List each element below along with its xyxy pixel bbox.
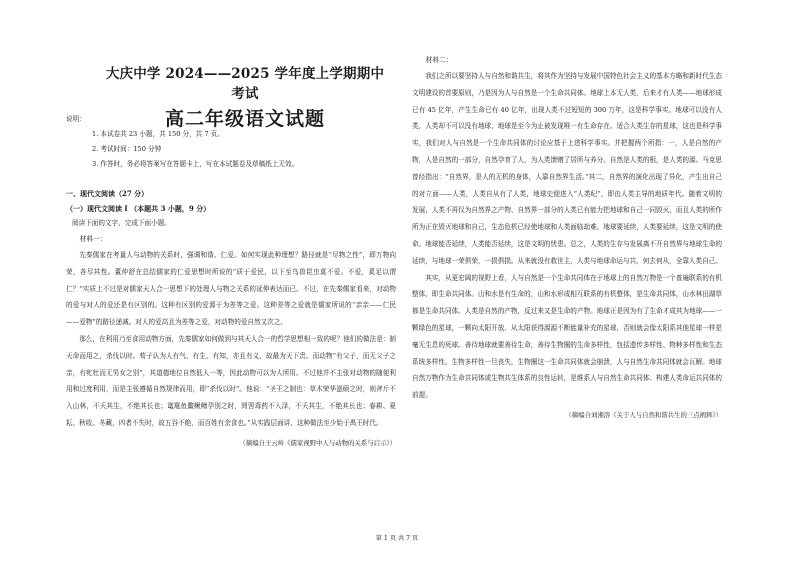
material-one-source: （摘编自王云岭《儒家视野中人与动物的关系与启示》） (239, 438, 396, 447)
note-item: 2. 考试时间：150 分钟 (92, 145, 162, 153)
reading-instruction: 阅读下面的文字，完成下面小题。 (72, 219, 171, 227)
material-two-source: （摘编自刘湘溶《关于人与自然和谐共生的三点阐释》） (565, 410, 722, 419)
material-two (412, 52, 722, 422)
material-one-paragraph: 先秦儒家在考量人与动物的关系时，强调和谐、仁爱。如何实现此种理想？路径就是“尽物之性”，即万物向荣，各尽其性。董仲舒在总结儒家的仁爱思想时所说的“质于爱民，以下至鸟兽昆虫莫不爱。不爱，奚足以谓仁？”实质上不过是对儒家天人合一思想下的处理人与物之关系的延伸表达而已。不过，在先秦儒家看来，对动物的爱与对人的爱还是有区别的。这种有区别的爱源于为差等之爱。这种差等之爱就是儒家所说的“亲亲——仁民——爱物”的路径递减。对人的爱高且为差等之爱，对动物的爱自然又次之。 (66, 251, 396, 327)
subject-title: 高二年级语文试题 (164, 108, 325, 130)
note-item: 1. 本试卷共 23 小题，共 150 分，共 7 页。 (92, 130, 224, 138)
sub-section-heading: （一）现代文阅读 I （本题共 3 小题，9 分） (66, 204, 211, 213)
school-exam-title: 大庆中学 2024——2025 学年度上学期期中考试 (105, 66, 385, 102)
section-one (66, 186, 396, 450)
material-two-paragraph: 我们之所以要坚持人与自然和谐共生，将其作为坚持与发展中国特色社会主义的基本方略和新时代生态文明建设的首要原则，乃是因为人与自然是一个生命共同体。地球上本无人类，后来才有人类——地球形成已有 45 亿年，产生生命已有 40 亿年，出现人类不过短短的 300 万年，这是科学事实。地球可以没有人类，人类却不可以没有地球，地球是至今为止被发现唯一有生命存在、适合人类生存的星球，这也是科学事实，我们对人与自然是一个生命共同体的讨论应基于上述科学事实。并把握两个所指：一，人是自然的产物，人是自然的一部分，自然孕育了人，为人类馈赠了居所与养分。自然是人类的根，是人类的源。马克思曾经指出：“自然界，是人的无机的身体，人靠自然界生活。”其二，自然界的演化出现了异化，产生出自己的对立面——人类，人类自从有了人类，地球史便进入“人类纪”，即由人类主导的地质年代。随着文明的发展，人类不再仅为自然界之产物、自然界一部分的人类已有能力把地球和自己一同毁灭，而且人类的所作所为正在毁灭地球和自己，生态危机已经使地球和人类面临劫难。地球要延续，人类要延续，这是文明的使命。地球能否延续，人类能否延续，这是文明的忧患。总之，人类的生存与发展离不开自然界与地球生命的延续，与地球一荣俱荣，一损俱损。从来就没有救世主，人类与地球命运与共，何去何从，全靠人类自己。 (412, 72, 722, 265)
material-two-paragraph: 其实，从更宏阔的视野上看，人与自然是一个生命共同体在于地球上的自然万物是一个普遍联系的有机整体，即生命共同体。山和水是有生命的，山和水形成相互联系的有机整体，是生命共同体，山水林田湖草都是生命共同体。人类是自然的产物，反过来又是生命的产物。地球正是因为有了生命才成其为地球——一颗绿色的星球，一颗向太阳开放、从太阳获得源源不断能量补充的星球，否则就会像太阳系其他星球一样是毫无生息的死球。善待地球就要善待生命，善待生物圈的生命多样性，包括遗传多样性、物种多样性和生态系统多样性。生物多样性一旦丧失，生物圈这一生命共同体就会崩溃，人与自然生命共同体就会瓦解。地球自然万物作为生命共同体或生物共生体系的良性运转，是维系人与自然生命共同体、构建人类命运共同体的前提。 (412, 273, 722, 400)
material-one-label: 材料一： (79, 235, 107, 243)
notes-label: 说明： (66, 115, 86, 123)
material-one-paragraph: 那么，在利用乃至食用动物方面，先秦儒家如何做到与其天人合一的哲学思想相一致的呢？他们的做法是：制天命而用之，杀伐以时。荀子认为人有气、有生、有知，亦且有义，故最为天下贵。而动物“有父子，而无父子之亲，有牝牡而无男女之别”，其道德地位自然低人一等，因此动物可以为人所用。不过他并不主张对动物的随便利用和过度利用，而是主张遵循自然规律而用，即“杀伐以时”。他说：“圣王之制也：草木荣华滋硕之时，则斧斤不入山林，不夭其生，不绝其长也；鼋鼍鱼鳖鳅鳝孕别之时，罔罟毒药不入泽，不夭其生，不绝其长也；春耕、夏耘、秋收、冬藏，四者不失时，故五谷不绝，而百姓有余食也。”从实践层面讲，这种做法至少始于禹王时代。 (66, 334, 396, 427)
exam-notes (66, 112, 396, 172)
note-item: 3. 作答时，务必将答案写在答题卡上，写在本试题卷及草稿纸上无效。 (92, 160, 299, 168)
material-two-label: 材料二： (425, 56, 453, 64)
page-footer: 第 1 页 共 7 页 (375, 535, 419, 542)
section-heading: 一、现代文阅读（27 分） (66, 189, 149, 198)
